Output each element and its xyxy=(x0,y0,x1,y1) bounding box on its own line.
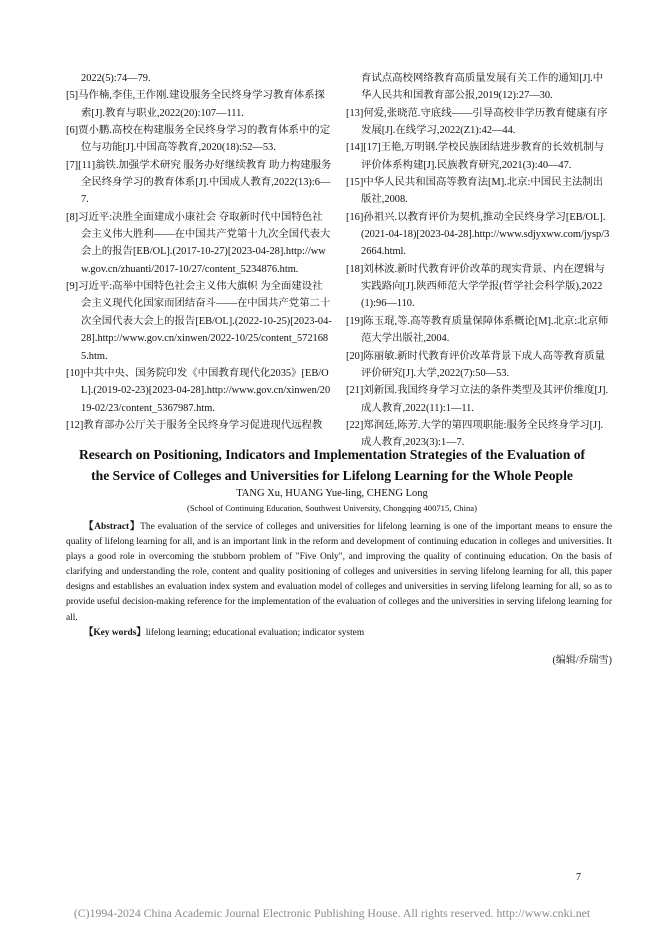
reference-item: [19]陈玉琨,等.高等教育质量保障体系概论[M].北京:北京师范大学出版社,2004. xyxy=(346,315,609,345)
reference-item: [6]贾小鹏.高校在构建服务全民终身学习的教育体系中的定位与功能[J].中国高等教育,2020(18):52—53. xyxy=(66,125,331,154)
keywords-paragraph xyxy=(66,626,612,641)
english-affiliation: (School of Continuing Education, Southwest University, Chongqing 400715, China) xyxy=(187,503,477,513)
references-left-column xyxy=(66,70,332,434)
keywords-text: lifelong learning; educational evaluation; indicator system xyxy=(145,627,365,638)
reference-item: [12]教育部办公厅关于服务全民终身学习促进现代远程教 xyxy=(66,419,323,431)
reference-item: [7][11]翁铁.加强学术研究 服务办好继续教育 助力构建服务全民终身学习的教育体系[J].中国成人教育,2022(13):6—7. xyxy=(66,159,332,206)
reference-item: [8]习近平:决胜全面建成小康社会 夺取新时代中国特色社会主义伟大胜利——在中国共产党第十九次全国代表大会上的报告[EB/OL].(2017-10-27)[2023-04-28].http://www.gov.cn/zhuanti/2017-10/27/content_5234876.htm. xyxy=(66,211,331,275)
english-title-line-1: Research on Positioning, Indicators and Implementation Strategies of the Evaluation of xyxy=(78,447,586,462)
reference-item: [13]何爱,张晓范.守底线——引导高校非学历教育健康有序发展[J].在线学习,2022(Z1):42—44. xyxy=(346,107,608,137)
english-title-line-2: the Service of Colleges and Universities for Lifelong Learning for the Whole People xyxy=(91,468,573,483)
abstract-text: The evaluation of the service of colleges and universities for lifelong learning is one of the important means to ensure the quality of lifelong learning for all, and is an important link in the reform and development of continuing education in colleges and universities. It plays a good role in overcoming the stubborn problem of "Five Only", and improving the quality of continuing education. On the basis of clarifying and understanding the role, content and quality positioning of colleges and universities in serving lifelong learning for all, this paper designs and establishes an evaluation index system and evaluation model of colleges and universities in serving lifelong learning for all, so as to provide useful decision-making reference for the implementation of the evaluation of colleges and the universities in serving lifelong learning for all. xyxy=(66,522,612,623)
english-abstract-section xyxy=(66,520,612,641)
reference-item: [18]刘林波.新时代教育评价改革的现实背景、内在逻辑与实践路向[J].陕西师范大学学报(哲学社会科学版),2022(1):96—110. xyxy=(346,263,605,310)
reference-item: 2022(5):74—79. xyxy=(81,73,151,84)
reference-item: [16]孙祖兴.以教育评价为契机,推动全民终身学习[EB/OL].(2021-04-18)[2023-04-28].http://www.sdjyxww.com/jysp/32664.html. xyxy=(346,211,610,258)
reference-item: [22]郑润廷,陈芳.大学的第四项职能:服务全民终身学习[J].成人教育,2023(3):1—7. xyxy=(346,419,604,449)
page-number: 7 xyxy=(576,872,581,883)
editor-note: (编辑/乔瑞雪) xyxy=(552,655,612,666)
reference-item: 育试点高校网络教育高质量发展有关工作的通知[J].中华人民共和国教育部公报,2019(12):27—30. xyxy=(361,73,604,102)
keywords-label: 【Key words】 xyxy=(84,627,146,638)
reference-item: [20]陈丽敏.新时代教育评价改革背景下成人高等教育质量评价研究[J].大学,2022(7):50—53. xyxy=(346,350,605,379)
reference-item: [15]中华人民共和国高等教育法[M].北京:中国民主法制出版社,2008. xyxy=(346,177,604,206)
reference-item: [9]习近平:高举中国特色社会主义伟大旗帜 为全面建设社会主义现代化国家而团结奋斗——在中国共产党第二十次全国代表大会上的报告[EB/OL].(2022-10-25)[2023-04-28].http://www.gov.cn/xinwen/2022-10/25/content_5721685.htm. xyxy=(66,281,332,362)
reference-item: [21]刘新国.我国终身学习立法的条件类型及其评价维度[J].成人教育,2022(11):1—11. xyxy=(346,385,609,414)
reference-item: [10]中共中央、国务院印发《中国教育现代化2035》[EB/OL].(2019-02-23)[2023-04-28].http://www.gov.cn/xinwen/2019-02/23/content_5367987.htm. xyxy=(66,367,331,414)
english-title xyxy=(0,444,664,486)
reference-item: [5]马作楠,李佳,王作刚.建设服务全民终身学习教育体系探索[J].教育与职业,2022(20):107—111. xyxy=(66,90,325,119)
abstract-label: 【Abstract】 xyxy=(84,522,141,532)
reference-item: [14][17]王艳,万明钢.学校民族团结进步教育的长效机制与评价体系构建[J].民族教育研究,2021(3):40—47. xyxy=(346,142,605,171)
abstract-paragraph xyxy=(66,520,612,626)
references-right-column xyxy=(346,70,612,452)
english-authors: TANG Xu, HUANG Yue-ling, CHENG Long xyxy=(236,488,428,499)
copyright-footer: (C)1994-2024 China Academic Journal Electronic Publishing House. All rights reserved. http://www.cnki.net xyxy=(73,906,591,920)
